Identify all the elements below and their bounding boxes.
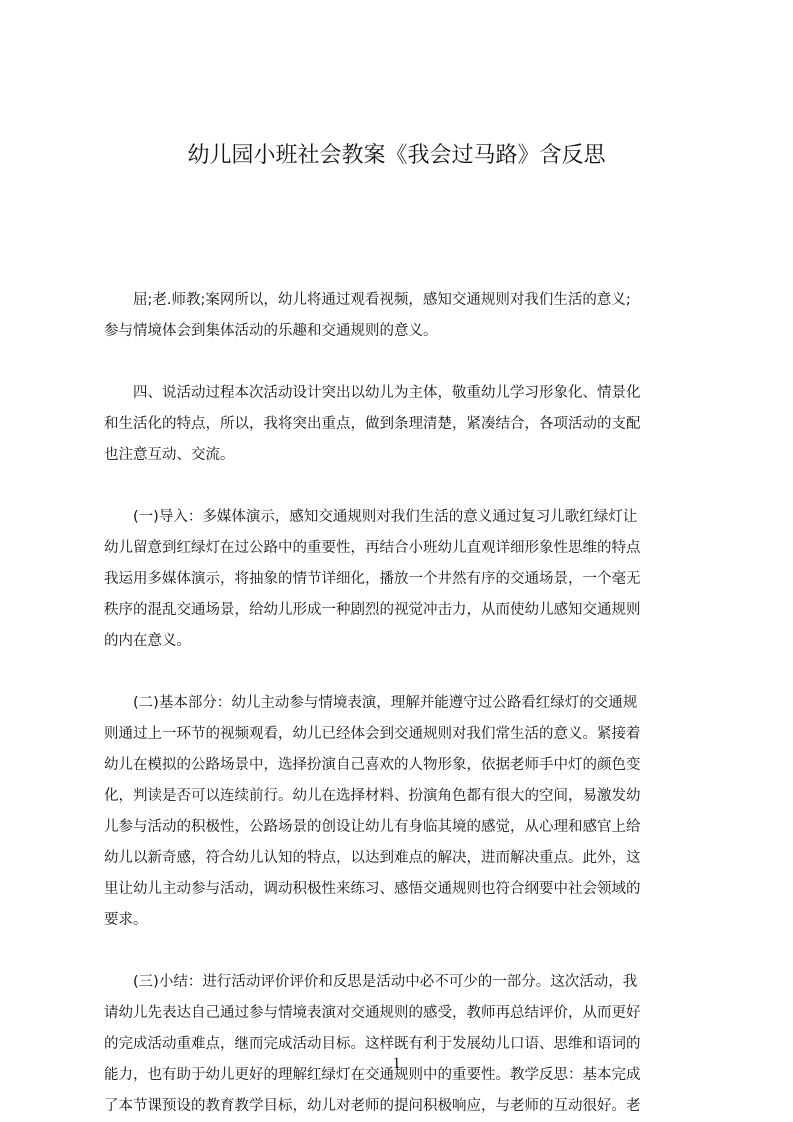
- text-line: 请幼儿先表达自己通过参与情境表演对交通规则的感受，教师再总结评价，从而更好: [104, 1005, 641, 1021]
- paragraph: [104, 285, 700, 347]
- text-line: 幼儿以新奇感，符合幼儿认知的特点，以达到难点的解决，进而解决重点。此外，这: [104, 850, 641, 866]
- text-line: 幼儿在模拟的公路场景中，选择扮演自己喜欢的人物形象，依据老师手中灯的颜色变: [104, 757, 641, 773]
- text-line: 儿参与活动的积极性，公路场景的创设让幼儿有身临其境的感觉，从心理和感官上给: [104, 819, 641, 835]
- text-line: 四、说活动过程本次活动设计突出以幼儿为主体，敬重幼儿学习形象化、情景化: [104, 385, 641, 401]
- text-line: 的内在意义。: [104, 633, 191, 649]
- paragraph: [104, 502, 700, 657]
- text-line: 的完成活动重难点，继而完成活动目标。这样既有利于发展幼儿口语、思维和语词的: [104, 1036, 641, 1052]
- document-body: [104, 285, 700, 1122]
- text-line: 我运用多媒体演示，将抽象的情节详细化，播放一个井然有序的交通场景，一个毫无: [104, 571, 641, 587]
- text-line: 化，判读是否可以连续前行。幼儿在选择材料、扮演角色都有很大的空间，易激发幼: [104, 788, 641, 804]
- paragraph: [104, 967, 700, 1122]
- text-line: (一)导入：多媒体演示，感知交通规则对我们生活的意义通过复习儿歌红绿灯让: [104, 509, 638, 525]
- text-line: 和生活化的特点，所以，我将突出重点，做到条理清楚，紧凑结合，各项活动的支配: [104, 416, 641, 432]
- text-line: 秩序的混乱交通场景，给幼儿形成一种剧烈的视觉冲击力，从而使幼儿感知交通规则: [104, 602, 641, 618]
- text-line: (二)基本部分：幼儿主动参与情境表演，理解并能遵守过公路看红绿灯的交通规: [104, 695, 638, 711]
- text-line: 则通过上一环节的视频观看，幼儿已经体会到交通规则对我们常生活的意义。紧接着: [104, 726, 641, 742]
- text-line: 屈;老.师教;案网所以，幼儿将通过观看视频，感知交通规则对我们生活的意义;: [104, 292, 631, 308]
- document-title: 幼儿园小班社会教案《我会过马路》含反思: [187, 143, 606, 168]
- page-number: 1: [392, 1055, 401, 1072]
- paragraph: [104, 378, 700, 471]
- text-line: 幼儿留意到红绿灯在过公路中的重要性，再结合小班幼儿直观详细形象性思维的特点: [104, 540, 641, 556]
- text-line: 要求。: [104, 912, 148, 928]
- text-line: (三)小结：进行活动评价评价和反思是活动中必不可少的一部分。这次活动，我: [104, 974, 638, 990]
- text-line: 了本节课预设的教育教学目标，幼儿对老师的提问积极响应，与老师的互动很好。老: [104, 1098, 641, 1114]
- paragraph: [104, 688, 700, 936]
- text-line: 能力，也有助于幼儿更好的理解红绿灯在交通规则中的重要性。教学反思：基本完成: [104, 1067, 641, 1083]
- text-line: 参与情境体会到集体活动的乐趣和交通规则的意义。: [104, 323, 438, 339]
- text-line: 也注意互动、交流。: [104, 447, 235, 463]
- text-line: 里让幼儿主动参与活动，调动积极性来练习、感悟交通规则也符合纲要中社会领域的: [104, 881, 641, 897]
